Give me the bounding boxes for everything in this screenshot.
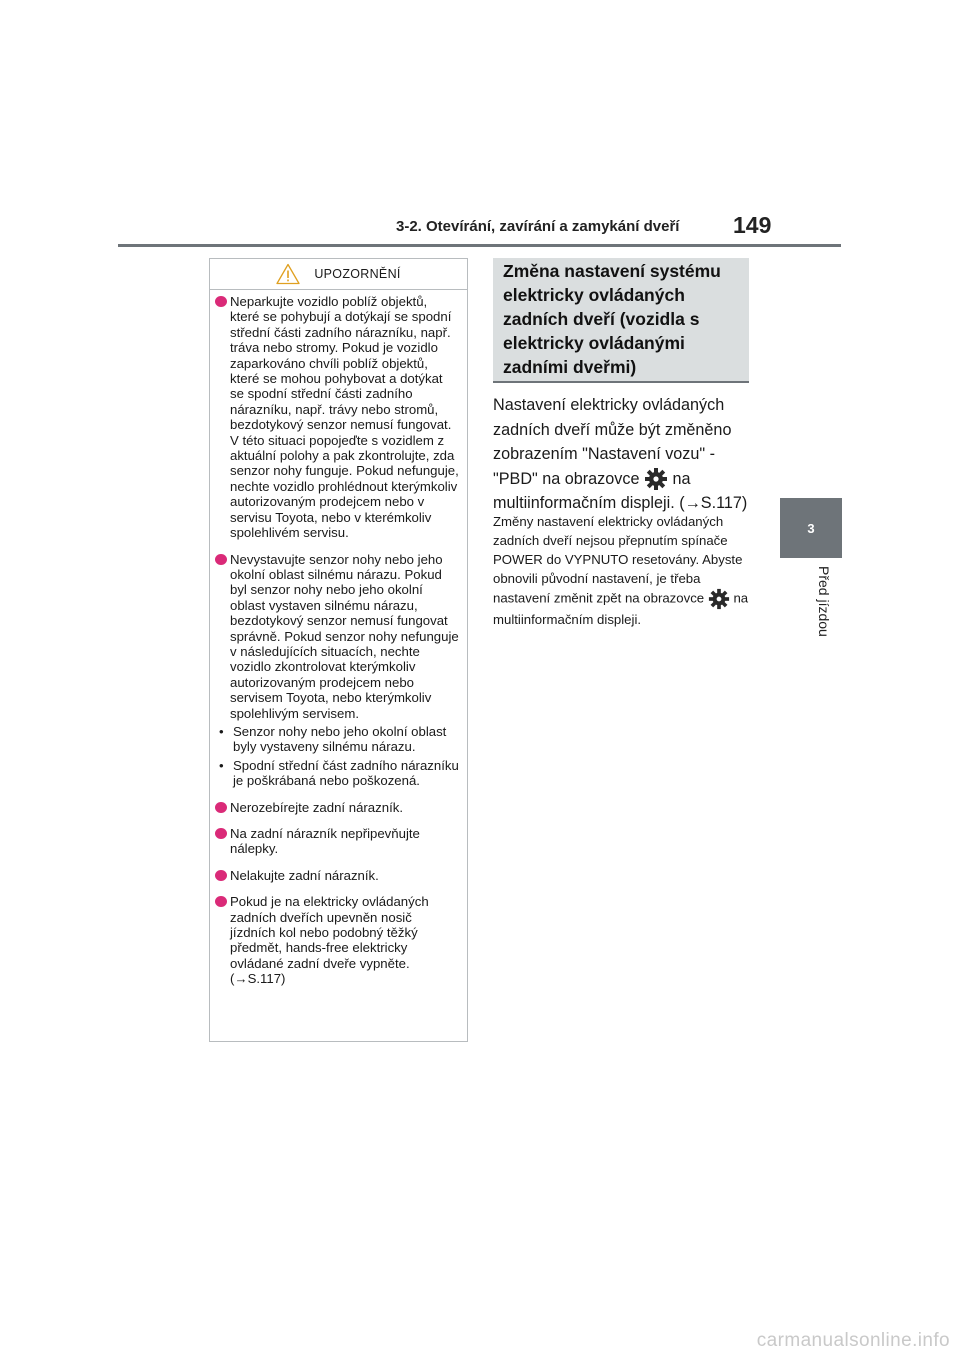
warning-item <box>215 294 459 541</box>
chapter-number: 3 <box>807 520 815 536</box>
warning-item-text: Pokud je na elektricky ovládaných zadních dveřích upevněn nosič jízdních kol nebo podobný těžký předmět, hands-free elektricky ovládané zadní dveře vypněte. (→S.117) <box>230 894 429 987</box>
warning-body <box>210 290 467 987</box>
note-text-end: na multiinformačním displeji. <box>493 590 749 627</box>
dot-bullet-icon: • <box>219 757 224 773</box>
warning-box <box>209 258 468 1042</box>
warning-item-text: Neparkujte vozidlo poblíž objektů, které se pohybují a dotýkají se spodní střední části zadního nárazníku, např. tráva nebo stromy. Pokud je vozidlo zaparkováno chvíli poblíž objektů, které se mohou pohybovat a dotýkat se spodní střední části zadního nárazníku, např. trávy nebo stromů, bezdotykový senzor nemusí fungovat. V této situaci popojeďte s vozidlem z aktuální polohy a pak zkontrolujte, zda senzor nohy funguje. Pokud nefunguje, nechte vozidlo prohlédnout kterýmkoliv autorizovaným prodejcem nebo v servisu Toyota, nebo v kterémkoliv spolehlivém servisu. <box>230 294 459 541</box>
header-divider <box>118 244 841 247</box>
warning-item <box>215 826 459 857</box>
dot-bullet-icon: • <box>219 723 224 739</box>
warning-item <box>215 800 459 815</box>
warning-sub-item-text: Spodní střední část zadního nárazníku je poškrábaná nebo poškozená. <box>233 757 459 789</box>
body-text-end: na multiinformačním displeji. (→S.117) <box>493 469 748 513</box>
note-text-start: Změny nastavení elektricky ovládaných zadních dveří nejsou přepnutím spínače POWER do VYPNUTO resetovány. Abyste obnovili původní nastavení, je třeba nastavení změnit zpět na obrazovce <box>493 514 743 606</box>
section-heading: Změna nastavení systému elektricky ovládaných zadních dveří (vozidla s elektricky ovládanými zadními dveřmi) <box>493 258 749 383</box>
warning-sub-item <box>219 758 459 789</box>
warning-item <box>215 552 459 721</box>
section-body <box>493 393 755 516</box>
section-note <box>493 512 755 629</box>
warning-item <box>215 894 459 986</box>
warning-item-text: Nerozebírejte zadní nárazník. <box>230 799 403 815</box>
warning-sub-item <box>219 724 459 755</box>
bullet-icon <box>215 554 227 565</box>
bullet-icon <box>215 828 227 839</box>
warning-item <box>215 868 459 883</box>
bullet-icon <box>215 870 227 881</box>
bullet-icon <box>215 296 227 307</box>
warning-header <box>210 259 467 290</box>
warning-item-text: Nevystavujte senzor nohy nebo jeho okolní oblast silnému nárazu. Pokud byl senzor nohy nebo jeho okolní oblast vystaven silnému nárazu, bezdotykový senzor nemusí fungovat správně. Pokud senzor nohy nefunguje v následujících situacích, nechte vozidlo zkontrolovat kterýmkoliv autorizovaným prodejcem nebo servisem Toyota, nebo kterýmkoliv spolehlivým servisem. <box>230 551 459 721</box>
bullet-icon <box>215 896 227 907</box>
gear-icon <box>708 588 730 610</box>
warning-sub-item-text: Senzor nohy nebo jeho okolní oblast byly vystaveny silnému nárazu. <box>233 723 447 755</box>
chapter-name: Před jízdou <box>816 566 832 637</box>
section-title: 3-2. Otevírání, zavírání a zamykání dveří <box>396 218 680 235</box>
bullet-icon <box>215 802 227 813</box>
gear-icon <box>644 467 668 491</box>
warning-triangle-icon <box>276 263 300 285</box>
chapter-tab[interactable] <box>780 498 842 558</box>
body-text-start: Nastavení elektricky ovládaných zadních dveří může být změněno zobrazením "Nastavení vozu" - "PBD" na obrazovce <box>493 396 732 488</box>
warning-title: UPOZORNĚNÍ <box>314 267 401 281</box>
warning-item-text: Nelakujte zadní nárazník. <box>230 867 379 883</box>
watermark: carmanualsonline.info <box>756 1330 950 1351</box>
warning-item-text: Na zadní nárazník nepřipevňujte nálepky. <box>230 826 420 857</box>
page-number: 149 <box>733 212 772 238</box>
